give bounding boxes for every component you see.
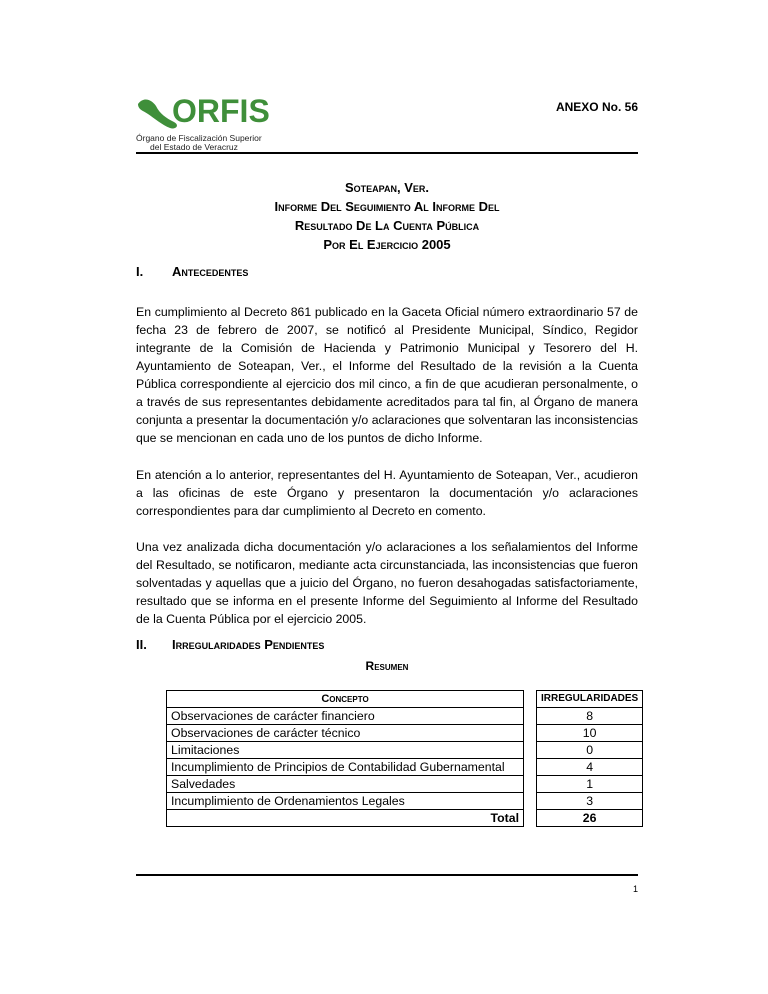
table-header-row (167, 691, 643, 708)
title-line-3: Resultado De La Cuenta Pública (294, 218, 480, 233)
table-row (167, 725, 643, 742)
logo-subtitle (136, 134, 262, 152)
total-label: Total (167, 810, 524, 827)
annex-number: ANEXO No. 56 (555, 100, 638, 114)
table-row (167, 793, 643, 810)
row-count: 1 (537, 776, 643, 793)
paragraph-3: Una vez analizada dicha documentación y/o aclaraciones a los señalamientos del Informe del Resultado, se notificaron, mediante acta circunstanciada, las inconsistencias que fueron solventadas y aquellas que a juicio del Órgano, no fueron desahogadas satisfactoriamente, resultado que se informa en el presente Informe del Seguimiento al Informe del Resultado de la Cuenta Pública por el ejercicio 2005. (136, 540, 638, 626)
row-count: 8 (537, 708, 643, 725)
section-title: Antecedentes (172, 264, 249, 279)
section-heading-antecedentes (136, 264, 248, 279)
document-title (136, 178, 638, 254)
logo-line-1: Órgano de Fiscalización Superior (136, 133, 262, 143)
row-concept: Observaciones de carácter técnico (167, 725, 524, 742)
summary-heading: Resumen (365, 659, 409, 673)
row-count: 10 (537, 725, 643, 742)
header-divider (136, 152, 638, 154)
row-concept: Incumplimiento de Principios de Contabilidad Gubernamental (167, 759, 524, 776)
row-count: 0 (537, 742, 643, 759)
row-count: 3 (537, 793, 643, 810)
logo-text: ORFIS (172, 93, 270, 129)
paragraph-2: En atención a lo anterior, representantes del H. Ayuntamiento de Soteapan, Ver., acudieron a las oficinas de este Órgano y presentaron la documentación y/o aclaraciones correspondientes para dar cumplimiento al Decreto en comento. (136, 468, 638, 518)
header-irregularidades: IRREGULARIDADES (537, 691, 643, 708)
table-total-row (167, 810, 643, 827)
row-concept: Observaciones de carácter financiero (167, 708, 524, 725)
section-title: Irregularidades Pendientes (172, 637, 325, 652)
summary-table (166, 690, 643, 827)
title-line-4: Por El Ejercicio 2005 (323, 237, 451, 252)
section-number: II. (136, 637, 147, 652)
row-count: 4 (537, 759, 643, 776)
page-number: 1 (632, 884, 638, 894)
table-row (167, 776, 643, 793)
section-heading-irregularidades (136, 637, 324, 652)
title-line-1: Soteapan, Ver. (344, 180, 429, 195)
table-row (167, 708, 643, 725)
row-concept: Salvedades (167, 776, 524, 793)
footer-divider (136, 874, 638, 876)
paragraph-1: En cumplimiento al Decreto 861 publicado en la Gaceta Oficial número extraordinario 57 de fecha 23 de febrero de 2007, se notificó al Presidente Municipal, Síndico, Regidor integrante de la Comisión de Hacienda y Patrimonio Municipal y Tesorero del H. Ayuntamiento de Soteapan, Ver., el Informe del Resultado de la revisión a la Cuenta Pública correspondiente al ejercicio dos mil cinco, a fin de que acudieran personalmente, o a través de sus representantes debidamente acreditados para tal fin, al Órgano de manera conjunta a presentar la documentación y/o aclaraciones que solventaran las inconsistencias que se mencionan en cada uno de los puntos de dicho Informe. (136, 305, 638, 445)
logo-line-2: del Estado de Veracruz (150, 142, 238, 152)
table-row (167, 742, 643, 759)
title-line-2: Informe Del Seguimiento Al Informe Del (274, 199, 500, 214)
section-number: I. (136, 264, 144, 279)
row-concept: Incumplimiento de Ordenamientos Legales (167, 793, 524, 810)
total-value: 26 (537, 810, 643, 827)
table-row (167, 759, 643, 776)
header-concept: Concepto (167, 691, 524, 708)
row-concept: Limitaciones (167, 742, 524, 759)
